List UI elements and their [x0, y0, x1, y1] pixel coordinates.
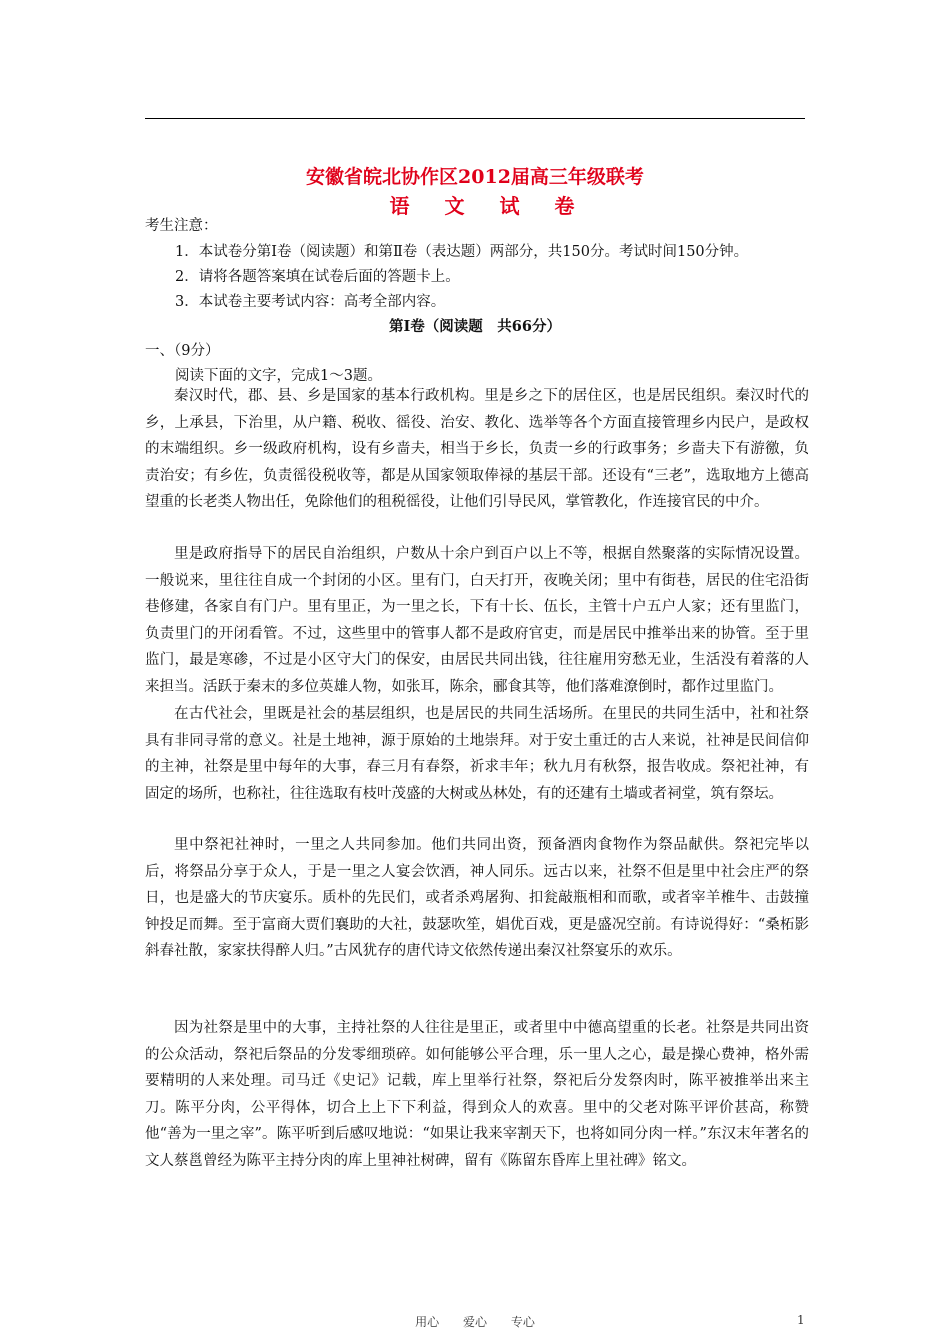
section-heading: 第Ⅰ卷（阅读题 共66分）	[389, 318, 561, 335]
reading-instruction: 阅读下面的文字，完成1～3题。	[175, 368, 382, 384]
passage-paragraph-2: 里是政府指导下的居民自治组织，户数从十余户到百户以上不等，根据自然聚落的实际情况设置。一般说来，里往往自成一个封闭的小区。里有门，白天打开，夜晚关闭；里中有街巷，居民的住宅沿街巷修建，各家自有门户。里有里正，为一里之长，下有十长、伍长，主管十户五户人家；还有里监门，负责里门的开闭看管。不过，这些里中的管事人都不是政府官吏，而是居民中推举出来的协管。至于里监门，最是寒碜，不过是小区守大门的保安，由居民共同出钱，往往雇用穷愁无业，生活没有着落的人来担当。活跃于秦末的多位英雄人物，如张耳，陈余，郦食其等，他们落难潦倒时，都作过里监门。	[145, 546, 809, 695]
passage-paragraph-5: 因为社祭是里中的大事，主持社祭的人往往是里正，或者里中中德高望重的长老。社祭是共同出资的公众活动，祭祀后祭品的分发零细琐碎。如何能够公平合理，乐一里人之心，最是操心费神，格外需要精明的人来处理。司马迁《史记》记载，库上里举行社祭，祭祀后分发祭肉时，陈平被推举出来主刀。陈平分肉，公平得体，切合上上下下利益，得到众人的欢喜。里中的父老对陈平评价甚高，称赞他“善为一里之宰”。陈平听到后感叹地说：“如果让我来宰割天下，也将如同分肉一样。”东汉末年著名的文人蔡邕曾经为陈平主持分肉的库上里神社树碑，留有《陈留东昏库上里社碑》铭文。	[145, 1020, 809, 1169]
footer-word-2: 爱心	[462, 1315, 487, 1329]
passage-paragraph-1: 秦汉时代，郡、县、乡是国家的基本行政机构。里是乡之下的居住区，也是居民组织。秦汉时代的乡，上承县，下治里，从户籍、税收、徭役、治安、教化、选举等各个方面直接管理乡内民户，是政权的末端组织。乡一级政府机构，设有乡啬夫，相当于乡长，负责一乡的行政事务；乡啬夫下有游徼，负责治安；有乡佐，负责徭役税收等，都是从国家领取俸禄的基层干部。还设有“三老”，选取地方上德高望重的长老类人物出任，免除他们的租税徭役，让他们引导民风，掌管教化，作连接官民的中介。	[145, 388, 809, 511]
question-label: 一、（9分）	[145, 343, 220, 359]
notice-item-2: 2．请将各题答案填在试卷后面的答题卡上。	[175, 269, 460, 285]
passage-paragraph-4: 里中祭祀社神时，一里之人共同参加。他们共同出资，预备酒肉食物作为祭品献供。祭祀完毕以后，将祭品分享于众人，于是一里之人宴会饮酒，神人同乐。远古以来，社祭不但是里中社会庄严的祭日，也是盛大的节庆宴乐。质朴的先民们，或者杀鸡屠狗、扣瓮敲瓶相和而歌，或者宰羊椎牛、击鼓撞钟投足而舞。至于富商大贾们襄助的大社，鼓瑟吹笙，娼优百戏，更是盛况空前。有诗说得好：“桑柘影斜春社散，家家扶得醉人归。”古风犹存的唐代诗文依然传递出秦汉社祭宴乐的欢乐。	[145, 837, 809, 960]
footer-word-3: 专心	[510, 1315, 535, 1329]
notice-label: 考生注意：	[145, 218, 218, 234]
header-rule	[145, 118, 805, 119]
exam-subject-title: 语 文 试 卷	[389, 194, 589, 218]
notice-item-1: 1．本试卷分第Ⅰ卷（阅读题）和第Ⅱ卷（表达题）两部分，共150分。考试时间150分钟。	[175, 244, 749, 260]
page-number: 1	[797, 1313, 805, 1327]
passage-paragraph-3: 在古代社会，里既是社会的基层组织，也是居民的共同生活场所。在里民的共同生活中，社和社祭具有非同寻常的意义。社是土地神，源于原始的土地崇拜。对于安土重迁的古人来说，社神是民间信仰的主神，社祭是里中每年的大事，春三月有春祭，祈求丰年；秋九月有秋祭，报告收成。祭祀社神，有固定的场所，也称社，往往选取有枝叶茂盛的大树或丛林处，有的还建有土墙或者祠堂，筑有祭坛。	[145, 706, 809, 802]
exam-title: 安徽省皖北协作区2012届高三年级联考	[306, 166, 644, 188]
footer-word-1: 用心	[415, 1315, 440, 1329]
page-footer	[0, 1313, 950, 1330]
notice-item-3: 3．本试卷主要考试内容：高考全部内容。	[175, 294, 446, 310]
